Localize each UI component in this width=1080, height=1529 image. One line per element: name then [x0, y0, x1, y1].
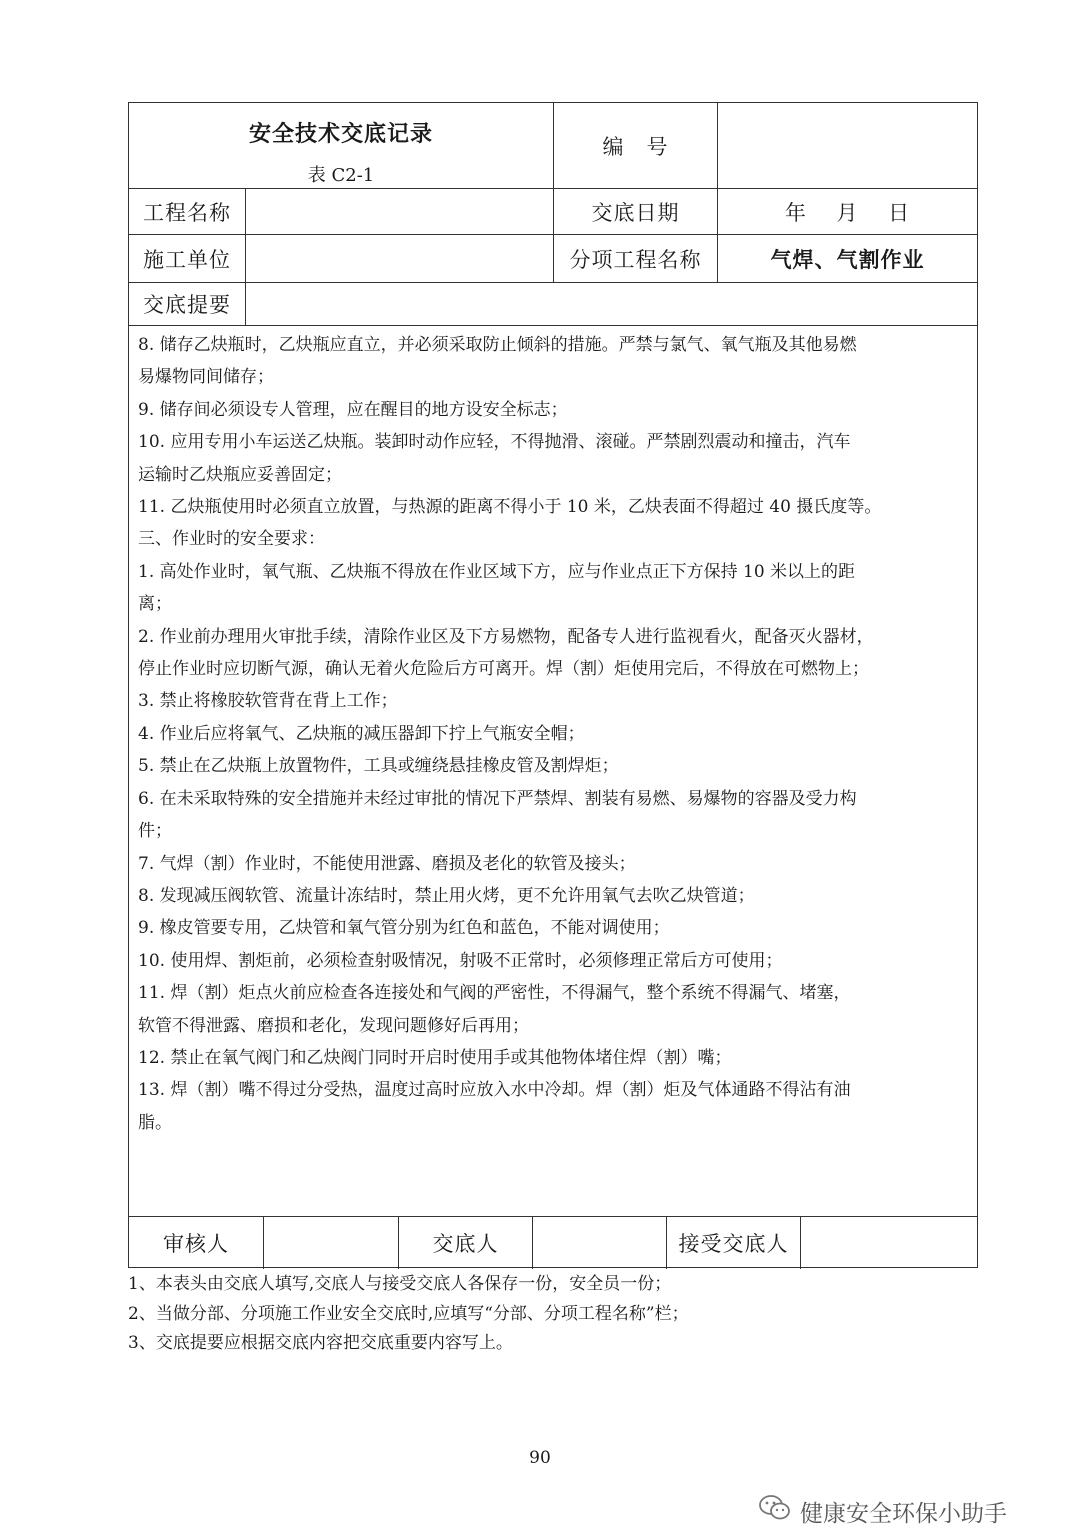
form-code: 表 C2-1 [307, 165, 375, 186]
content-line: 6. 在未采取特殊的安全措施并未经过审批的情况下严禁焊、割装有易燃、易爆物的容器及受力构 [138, 788, 857, 809]
content-line: 10. 应用专用小车运送乙炔瓶。装卸时动作应轻，不得抛滑、滚碰。严禁剧烈震动和撞击，汽车 [138, 432, 851, 453]
content-line: 易爆物同间储存； [138, 367, 274, 388]
content-line: 三、作业时的安全要求： [138, 529, 325, 550]
form-title: 安全技术交底记录 [248, 121, 433, 147]
content-line: 10. 使用焊、割炬前，必须检查射吸情况，射吸不正常时，必须修理正常后方可使用； [138, 950, 783, 971]
receiver-field[interactable] [800, 1217, 977, 1269]
summary-row [129, 283, 977, 325]
watermark-text: 健康安全环保小助手 [800, 1500, 1007, 1527]
reviewer-label: 审核人 [163, 1232, 229, 1256]
content-line: 8. 储存乙炔瓶时，乙炔瓶应直立，并必须采取防止倾斜的措施。严禁与氯气、氧气瓶及其他易燃 [138, 335, 857, 355]
content-line: 11. 焊（割）炬点火前应检查各连接处和气阀的严密性，不得漏气，整个系统不得漏气、堵塞， [138, 983, 851, 1004]
unit-label: 施工单位 [143, 247, 231, 272]
signature-row [129, 1217, 977, 1269]
sub-project-label: 分项工程名称 [553, 235, 717, 282]
project-row [129, 189, 977, 235]
summary-label: 交底提要 [143, 293, 231, 317]
content-line: 3. 禁止将橡胶软管背在背上工作； [138, 691, 398, 712]
content-line: 12. 禁止在氧气阀门和乙炔阀门同时开启时使用手或其他物体堵住焊（割）嘴； [138, 1047, 732, 1068]
presenter-field[interactable] [532, 1217, 666, 1269]
page-number: 90 [529, 1448, 551, 1468]
content-line: 软管不得泄露、磨损和老化，发现问题修好后再用； [138, 1015, 529, 1036]
content-line: 1. 高处作业时，氧气瓶、乙炔瓶不得放在作业区域下方，应与作业点正下方保持 10 米以上的距 [138, 561, 856, 582]
date-field[interactable]: 年 月 日 [717, 189, 977, 234]
date-label: 交底日期 [553, 189, 717, 234]
form-notes [128, 1270, 988, 1359]
watermark [758, 1493, 1007, 1529]
unit-field[interactable] [245, 235, 553, 282]
project-name-field[interactable] [245, 189, 553, 234]
content-line: 运输时乙炔瓶应妥善固定； [138, 464, 342, 485]
presenter-label: 交底人 [398, 1217, 532, 1269]
content-line: 9. 橡皮管要专用，乙炔管和氧气管分别为红色和蓝色，不能对调使用； [138, 918, 670, 939]
note-line: 3、交底提要应根据交底内容把交底重要内容写上。 [128, 1333, 513, 1353]
content-line: 5. 禁止在乙炔瓶上放置物件，工具或缠绕悬挂橡皮管及割焊炬； [138, 756, 619, 777]
note-line: 1、本表头由交底人填写,交底人与接受交底人各保存一份，安全员一份； [128, 1274, 672, 1294]
title-cell [129, 103, 553, 188]
number-label: 编 号 [553, 103, 717, 188]
disclosure-content [129, 325, 977, 1217]
number-field[interactable] [717, 103, 977, 188]
content-line: 4. 作业后应将氧气、乙炔瓶的减压器卸下拧上气瓶安全帽； [138, 723, 585, 744]
content-line: 2. 作业前办理用火审批手续，清除作业区及下方易燃物，配备专人进行监视看火，配备灭火器材， [138, 626, 874, 647]
content-line: 11. 乙炔瓶使用时必须直立放置，与热源的距离不得小于 10 米，乙炔表面不得超过 40 摄氏度等。 [138, 497, 882, 518]
unit-row [129, 235, 977, 283]
project-name-label: 工程名称 [143, 200, 231, 225]
content-line: 件； [138, 821, 172, 842]
receiver-label: 接受交底人 [666, 1217, 800, 1269]
content-line: 13. 焊（割）嘴不得过分受热，温度过高时应放入水中冷却。焊（割）炬及气体通路不得沾有油 [138, 1080, 851, 1101]
content-line: 停止作业时应切断气源，确认无着火危险后方可离开。焊（割）炬使用完后，不得放在可燃物上； [138, 659, 869, 680]
reviewer-field[interactable] [263, 1217, 398, 1269]
content-line: 9. 储存间必须设专人管理，应在醒目的地方设安全标志； [138, 399, 568, 420]
header-row [129, 103, 977, 189]
sub-project-field[interactable]: 气焊、气割作业 [717, 235, 977, 282]
content-line: 离； [138, 594, 172, 615]
content-line: 8. 发现减压阀软管、流量计冻结时，禁止用火烤，更不允许用氧气去吹乙炔管道； [138, 885, 755, 906]
content-line: 7. 气焊（割）作业时，不能使用泄露、磨损及老化的软管及接头； [138, 853, 636, 874]
content-line: 脂。 [138, 1112, 172, 1133]
wechat-icon [758, 1493, 800, 1529]
summary-field[interactable] [245, 283, 977, 325]
note-line: 2、当做分部、分项施工作业安全交底时,应填写“分部、分项工程名称”栏； [128, 1303, 689, 1324]
safety-disclosure-form [128, 102, 978, 1268]
